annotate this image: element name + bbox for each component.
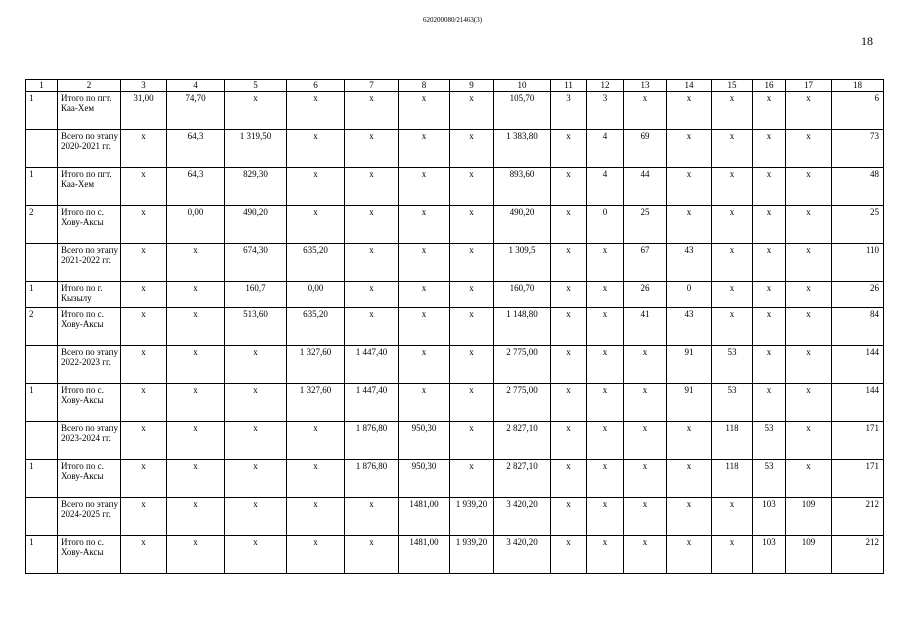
table-cell: x bbox=[345, 206, 399, 244]
table-cell: x bbox=[225, 498, 287, 536]
table-body bbox=[26, 92, 884, 574]
table-cell: 105,70 bbox=[494, 92, 551, 130]
table-cell: x bbox=[287, 92, 345, 130]
table-row bbox=[26, 460, 884, 498]
table-cell: x bbox=[121, 206, 167, 244]
table-cell: x bbox=[551, 206, 587, 244]
table-cell: 1 876,80 bbox=[345, 422, 399, 460]
table-cell: x bbox=[399, 384, 450, 422]
table-cell: x bbox=[345, 130, 399, 168]
table-cell: 160,70 bbox=[494, 282, 551, 308]
table-cell: x bbox=[667, 422, 712, 460]
table-cell: 171 bbox=[832, 460, 884, 498]
table-cell: 109 bbox=[786, 536, 832, 574]
table-cell: 0,00 bbox=[287, 282, 345, 308]
table-cell: 53 bbox=[712, 346, 753, 384]
table-cell: x bbox=[450, 460, 494, 498]
table-cell: 1 309,5 bbox=[494, 244, 551, 282]
table-cell: x bbox=[712, 206, 753, 244]
table-cell: x bbox=[712, 282, 753, 308]
table-cell: x bbox=[287, 422, 345, 460]
table-cell: x bbox=[345, 92, 399, 130]
table-cell: x bbox=[551, 168, 587, 206]
table-row bbox=[26, 244, 884, 282]
column-header: 13 bbox=[624, 80, 667, 92]
table-cell: 64,3 bbox=[167, 168, 225, 206]
table-cell: x bbox=[786, 460, 832, 498]
table-cell: x bbox=[167, 244, 225, 282]
row-number-cell bbox=[26, 422, 58, 460]
table-cell: 103 bbox=[753, 498, 786, 536]
table-cell: x bbox=[399, 168, 450, 206]
column-header: 17 bbox=[786, 80, 832, 92]
table-cell: 144 bbox=[832, 346, 884, 384]
table-cell: x bbox=[712, 130, 753, 168]
table-cell: x bbox=[587, 498, 624, 536]
table-cell: x bbox=[399, 282, 450, 308]
table-row bbox=[26, 384, 884, 422]
table-cell: 64,3 bbox=[167, 130, 225, 168]
table-cell: x bbox=[450, 206, 494, 244]
table-cell: x bbox=[551, 422, 587, 460]
table-cell: 26 bbox=[832, 282, 884, 308]
table-cell: 91 bbox=[667, 346, 712, 384]
table-cell: x bbox=[753, 346, 786, 384]
table-cell: x bbox=[399, 308, 450, 346]
column-header: 15 bbox=[712, 80, 753, 92]
table-cell: 893,60 bbox=[494, 168, 551, 206]
table-cell: 109 bbox=[786, 498, 832, 536]
table-row bbox=[26, 536, 884, 574]
row-label-cell: Итого по пгт. Каа-Хем bbox=[58, 92, 121, 130]
table-cell: x bbox=[786, 308, 832, 346]
table-cell: x bbox=[167, 282, 225, 308]
table-cell: x bbox=[121, 282, 167, 308]
table-row bbox=[26, 92, 884, 130]
table-cell: 1 319,50 bbox=[225, 130, 287, 168]
table-cell: x bbox=[167, 308, 225, 346]
table-cell: 25 bbox=[832, 206, 884, 244]
table-cell: x bbox=[167, 460, 225, 498]
table-cell: 44 bbox=[624, 168, 667, 206]
table-cell: x bbox=[712, 244, 753, 282]
table-cell: x bbox=[587, 536, 624, 574]
table-cell: 635,20 bbox=[287, 244, 345, 282]
table-cell: x bbox=[287, 206, 345, 244]
table-cell: x bbox=[121, 130, 167, 168]
table-cell: x bbox=[450, 168, 494, 206]
table-cell: 43 bbox=[667, 308, 712, 346]
table-cell: x bbox=[624, 536, 667, 574]
table-cell: 41 bbox=[624, 308, 667, 346]
row-number-cell: 1 bbox=[26, 168, 58, 206]
table-cell: 110 bbox=[832, 244, 884, 282]
table-cell: 3 bbox=[587, 92, 624, 130]
table-cell: 43 bbox=[667, 244, 712, 282]
table-cell: x bbox=[587, 422, 624, 460]
table-cell: x bbox=[225, 422, 287, 460]
row-label-cell: Всего по этапу 2024-2025 гг. bbox=[58, 498, 121, 536]
column-header: 4 bbox=[167, 80, 225, 92]
row-number-cell: 1 bbox=[26, 282, 58, 308]
table-cell: x bbox=[624, 460, 667, 498]
table-cell: 635,20 bbox=[287, 308, 345, 346]
row-number-cell bbox=[26, 498, 58, 536]
table-cell: x bbox=[551, 384, 587, 422]
table-cell: x bbox=[587, 346, 624, 384]
table-cell: x bbox=[551, 346, 587, 384]
table-cell: x bbox=[121, 460, 167, 498]
table-cell: x bbox=[587, 308, 624, 346]
row-label-cell: Итого по с. Хову-Аксы bbox=[58, 308, 121, 346]
table-cell: x bbox=[450, 308, 494, 346]
data-table bbox=[25, 79, 884, 574]
table-cell: 4 bbox=[587, 130, 624, 168]
table-cell: 118 bbox=[712, 422, 753, 460]
table-cell: x bbox=[450, 422, 494, 460]
table-cell: x bbox=[667, 92, 712, 130]
table-cell: 0,00 bbox=[167, 206, 225, 244]
table-cell: x bbox=[225, 346, 287, 384]
column-header: 5 bbox=[225, 80, 287, 92]
table-cell: x bbox=[345, 536, 399, 574]
page-number: 18 bbox=[861, 34, 873, 48]
table-cell: 4 bbox=[587, 168, 624, 206]
row-number-cell bbox=[26, 346, 58, 384]
table-cell: 1 939,20 bbox=[450, 536, 494, 574]
table-row bbox=[26, 346, 884, 384]
table-cell: 1 447,40 bbox=[345, 346, 399, 384]
table-cell: x bbox=[287, 130, 345, 168]
column-header: 16 bbox=[753, 80, 786, 92]
column-header: 10 bbox=[494, 80, 551, 92]
row-number-cell: 2 bbox=[26, 308, 58, 346]
table-cell: 3 bbox=[551, 92, 587, 130]
table-cell: x bbox=[624, 422, 667, 460]
table-cell: x bbox=[225, 384, 287, 422]
table-cell: x bbox=[225, 92, 287, 130]
row-number-cell: 2 bbox=[26, 206, 58, 244]
table-row bbox=[26, 168, 884, 206]
row-label-cell: Всего по этапу 2023-2024 гг. bbox=[58, 422, 121, 460]
row-label-cell: Итого по с. Хову-Аксы bbox=[58, 206, 121, 244]
table-cell: x bbox=[786, 282, 832, 308]
table-cell: 171 bbox=[832, 422, 884, 460]
table-cell: x bbox=[450, 244, 494, 282]
table-cell: 48 bbox=[832, 168, 884, 206]
table-cell: 6 bbox=[832, 92, 884, 130]
row-number-cell: 1 bbox=[26, 460, 58, 498]
table-cell: x bbox=[167, 384, 225, 422]
table-cell: x bbox=[551, 308, 587, 346]
table-cell: 2 827,10 bbox=[494, 422, 551, 460]
table-row bbox=[26, 422, 884, 460]
table-cell: x bbox=[121, 384, 167, 422]
table-cell: x bbox=[121, 498, 167, 536]
row-number-cell: 1 bbox=[26, 536, 58, 574]
table-cell: x bbox=[450, 384, 494, 422]
table-cell: x bbox=[712, 168, 753, 206]
table-cell: 950,30 bbox=[399, 422, 450, 460]
table-cell: x bbox=[786, 168, 832, 206]
table-cell: 3 420,20 bbox=[494, 536, 551, 574]
table-cell: 84 bbox=[832, 308, 884, 346]
table-row bbox=[26, 206, 884, 244]
table-cell: x bbox=[624, 498, 667, 536]
table-cell: x bbox=[450, 92, 494, 130]
table-cell: x bbox=[399, 244, 450, 282]
table-cell: 31,00 bbox=[121, 92, 167, 130]
table-cell: x bbox=[753, 308, 786, 346]
table-cell: 103 bbox=[753, 536, 786, 574]
table-cell: x bbox=[587, 384, 624, 422]
table-cell: 53 bbox=[753, 422, 786, 460]
table-cell: x bbox=[786, 384, 832, 422]
row-label-cell: Итого по пгт. Каа-Хем bbox=[58, 168, 121, 206]
column-header: 12 bbox=[587, 80, 624, 92]
table-cell: x bbox=[786, 92, 832, 130]
table-cell: x bbox=[786, 346, 832, 384]
table-cell: x bbox=[450, 282, 494, 308]
table-cell: x bbox=[345, 282, 399, 308]
table-cell: x bbox=[667, 536, 712, 574]
row-number-cell: 1 bbox=[26, 92, 58, 130]
table-cell: x bbox=[712, 92, 753, 130]
table-cell: x bbox=[551, 282, 587, 308]
table-cell: x bbox=[786, 130, 832, 168]
table-cell: 1481,00 bbox=[399, 536, 450, 574]
row-label-cell: Всего по этапу 2022-2023 гг. bbox=[58, 346, 121, 384]
table-cell: 53 bbox=[753, 460, 786, 498]
table-cell: x bbox=[121, 536, 167, 574]
column-header: 1 bbox=[26, 80, 58, 92]
table-cell: 1 876,80 bbox=[345, 460, 399, 498]
table-cell: x bbox=[287, 168, 345, 206]
row-label-cell: Итого по с. Хову-Аксы bbox=[58, 536, 121, 574]
table-cell: x bbox=[712, 536, 753, 574]
table-header bbox=[26, 80, 884, 92]
column-header: 6 bbox=[287, 80, 345, 92]
table-cell: 2 775,00 bbox=[494, 346, 551, 384]
table-cell: 674,30 bbox=[225, 244, 287, 282]
table-cell: x bbox=[551, 536, 587, 574]
table-cell: x bbox=[587, 282, 624, 308]
table-cell: 91 bbox=[667, 384, 712, 422]
table-cell: 1 327,60 bbox=[287, 346, 345, 384]
table-cell: x bbox=[167, 422, 225, 460]
table-cell: x bbox=[167, 346, 225, 384]
table-cell: x bbox=[753, 92, 786, 130]
table-row bbox=[26, 308, 884, 346]
row-number-cell bbox=[26, 244, 58, 282]
table-cell: x bbox=[712, 308, 753, 346]
table-row bbox=[26, 498, 884, 536]
table-cell: x bbox=[551, 460, 587, 498]
table-cell: 73 bbox=[832, 130, 884, 168]
table-cell: 67 bbox=[624, 244, 667, 282]
table-cell: x bbox=[667, 498, 712, 536]
table-cell: x bbox=[399, 346, 450, 384]
table-cell: 829,30 bbox=[225, 168, 287, 206]
table-cell: 1 148,80 bbox=[494, 308, 551, 346]
table-cell: x bbox=[712, 498, 753, 536]
column-header: 9 bbox=[450, 80, 494, 92]
table-cell: 1 383,80 bbox=[494, 130, 551, 168]
table-cell: x bbox=[753, 130, 786, 168]
table-cell: 69 bbox=[624, 130, 667, 168]
table-cell: 513,60 bbox=[225, 308, 287, 346]
table-cell: x bbox=[551, 244, 587, 282]
table-cell: x bbox=[786, 206, 832, 244]
table-cell: x bbox=[450, 346, 494, 384]
table-row bbox=[26, 282, 884, 308]
table-cell: 490,20 bbox=[494, 206, 551, 244]
table-cell: x bbox=[345, 244, 399, 282]
table-cell: x bbox=[587, 460, 624, 498]
row-label-cell: Итого по г. Кызылу bbox=[58, 282, 121, 308]
column-header: 8 bbox=[399, 80, 450, 92]
table-cell: 950,30 bbox=[399, 460, 450, 498]
table-cell: x bbox=[753, 206, 786, 244]
table-cell: x bbox=[121, 422, 167, 460]
table-cell: x bbox=[225, 536, 287, 574]
row-number-cell: 1 bbox=[26, 384, 58, 422]
table-cell: 490,20 bbox=[225, 206, 287, 244]
table-cell: 1 447,40 bbox=[345, 384, 399, 422]
document-id: 620200080/21463(3) bbox=[422, 16, 483, 24]
table-cell: x bbox=[753, 384, 786, 422]
table-cell: x bbox=[551, 498, 587, 536]
table-cell: x bbox=[345, 308, 399, 346]
table-cell: 212 bbox=[832, 498, 884, 536]
table-cell: 1481,00 bbox=[399, 498, 450, 536]
column-header: 14 bbox=[667, 80, 712, 92]
column-header: 11 bbox=[551, 80, 587, 92]
table-cell: x bbox=[121, 346, 167, 384]
row-label-cell: Всего по этапу 2020-2021 гг. bbox=[58, 130, 121, 168]
table-cell: 118 bbox=[712, 460, 753, 498]
row-label-cell: Итого по с. Хову-Аксы bbox=[58, 384, 121, 422]
table-cell: x bbox=[753, 282, 786, 308]
table-cell: 212 bbox=[832, 536, 884, 574]
table-cell: x bbox=[450, 130, 494, 168]
table-cell: x bbox=[121, 308, 167, 346]
table-cell: x bbox=[624, 92, 667, 130]
table-cell: x bbox=[399, 206, 450, 244]
table-cell: 0 bbox=[587, 206, 624, 244]
table-cell: x bbox=[399, 130, 450, 168]
table-cell: x bbox=[667, 168, 712, 206]
table-cell: x bbox=[786, 422, 832, 460]
column-header: 7 bbox=[345, 80, 399, 92]
table-cell: x bbox=[121, 244, 167, 282]
table-cell: 74,70 bbox=[167, 92, 225, 130]
table-cell: x bbox=[121, 168, 167, 206]
row-label-cell: Итого по с. Хову-Аксы bbox=[58, 460, 121, 498]
header-row bbox=[26, 80, 884, 92]
row-number-cell bbox=[26, 130, 58, 168]
table-cell: x bbox=[287, 536, 345, 574]
table-cell: x bbox=[345, 168, 399, 206]
table-cell: 160,7 bbox=[225, 282, 287, 308]
table-row bbox=[26, 130, 884, 168]
table-cell: 0 bbox=[667, 282, 712, 308]
column-header: 2 bbox=[58, 80, 121, 92]
table-cell: 144 bbox=[832, 384, 884, 422]
table-cell: x bbox=[345, 498, 399, 536]
table-cell: 1 327,60 bbox=[287, 384, 345, 422]
table-cell: x bbox=[167, 498, 225, 536]
table-cell: x bbox=[753, 244, 786, 282]
table-cell: x bbox=[624, 346, 667, 384]
table-cell: x bbox=[287, 498, 345, 536]
table-cell: x bbox=[225, 460, 287, 498]
table-cell: x bbox=[399, 92, 450, 130]
table-cell: x bbox=[667, 206, 712, 244]
table-cell: x bbox=[624, 384, 667, 422]
table-cell: 2 775,00 bbox=[494, 384, 551, 422]
table-cell: 3 420,20 bbox=[494, 498, 551, 536]
table-cell: x bbox=[667, 130, 712, 168]
table-cell: x bbox=[287, 460, 345, 498]
table-cell: x bbox=[551, 130, 587, 168]
row-label-cell: Всего по этапу 2021-2022 гг. bbox=[58, 244, 121, 282]
table-cell: x bbox=[753, 168, 786, 206]
table-cell: x bbox=[167, 536, 225, 574]
table-cell: 2 827,10 bbox=[494, 460, 551, 498]
table-cell: 26 bbox=[624, 282, 667, 308]
table-cell: x bbox=[786, 244, 832, 282]
table-cell: 1 939,20 bbox=[450, 498, 494, 536]
column-header: 3 bbox=[121, 80, 167, 92]
table-cell: x bbox=[667, 460, 712, 498]
table-cell: 53 bbox=[712, 384, 753, 422]
table-cell: x bbox=[587, 244, 624, 282]
table-cell: 25 bbox=[624, 206, 667, 244]
column-header: 18 bbox=[832, 80, 884, 92]
